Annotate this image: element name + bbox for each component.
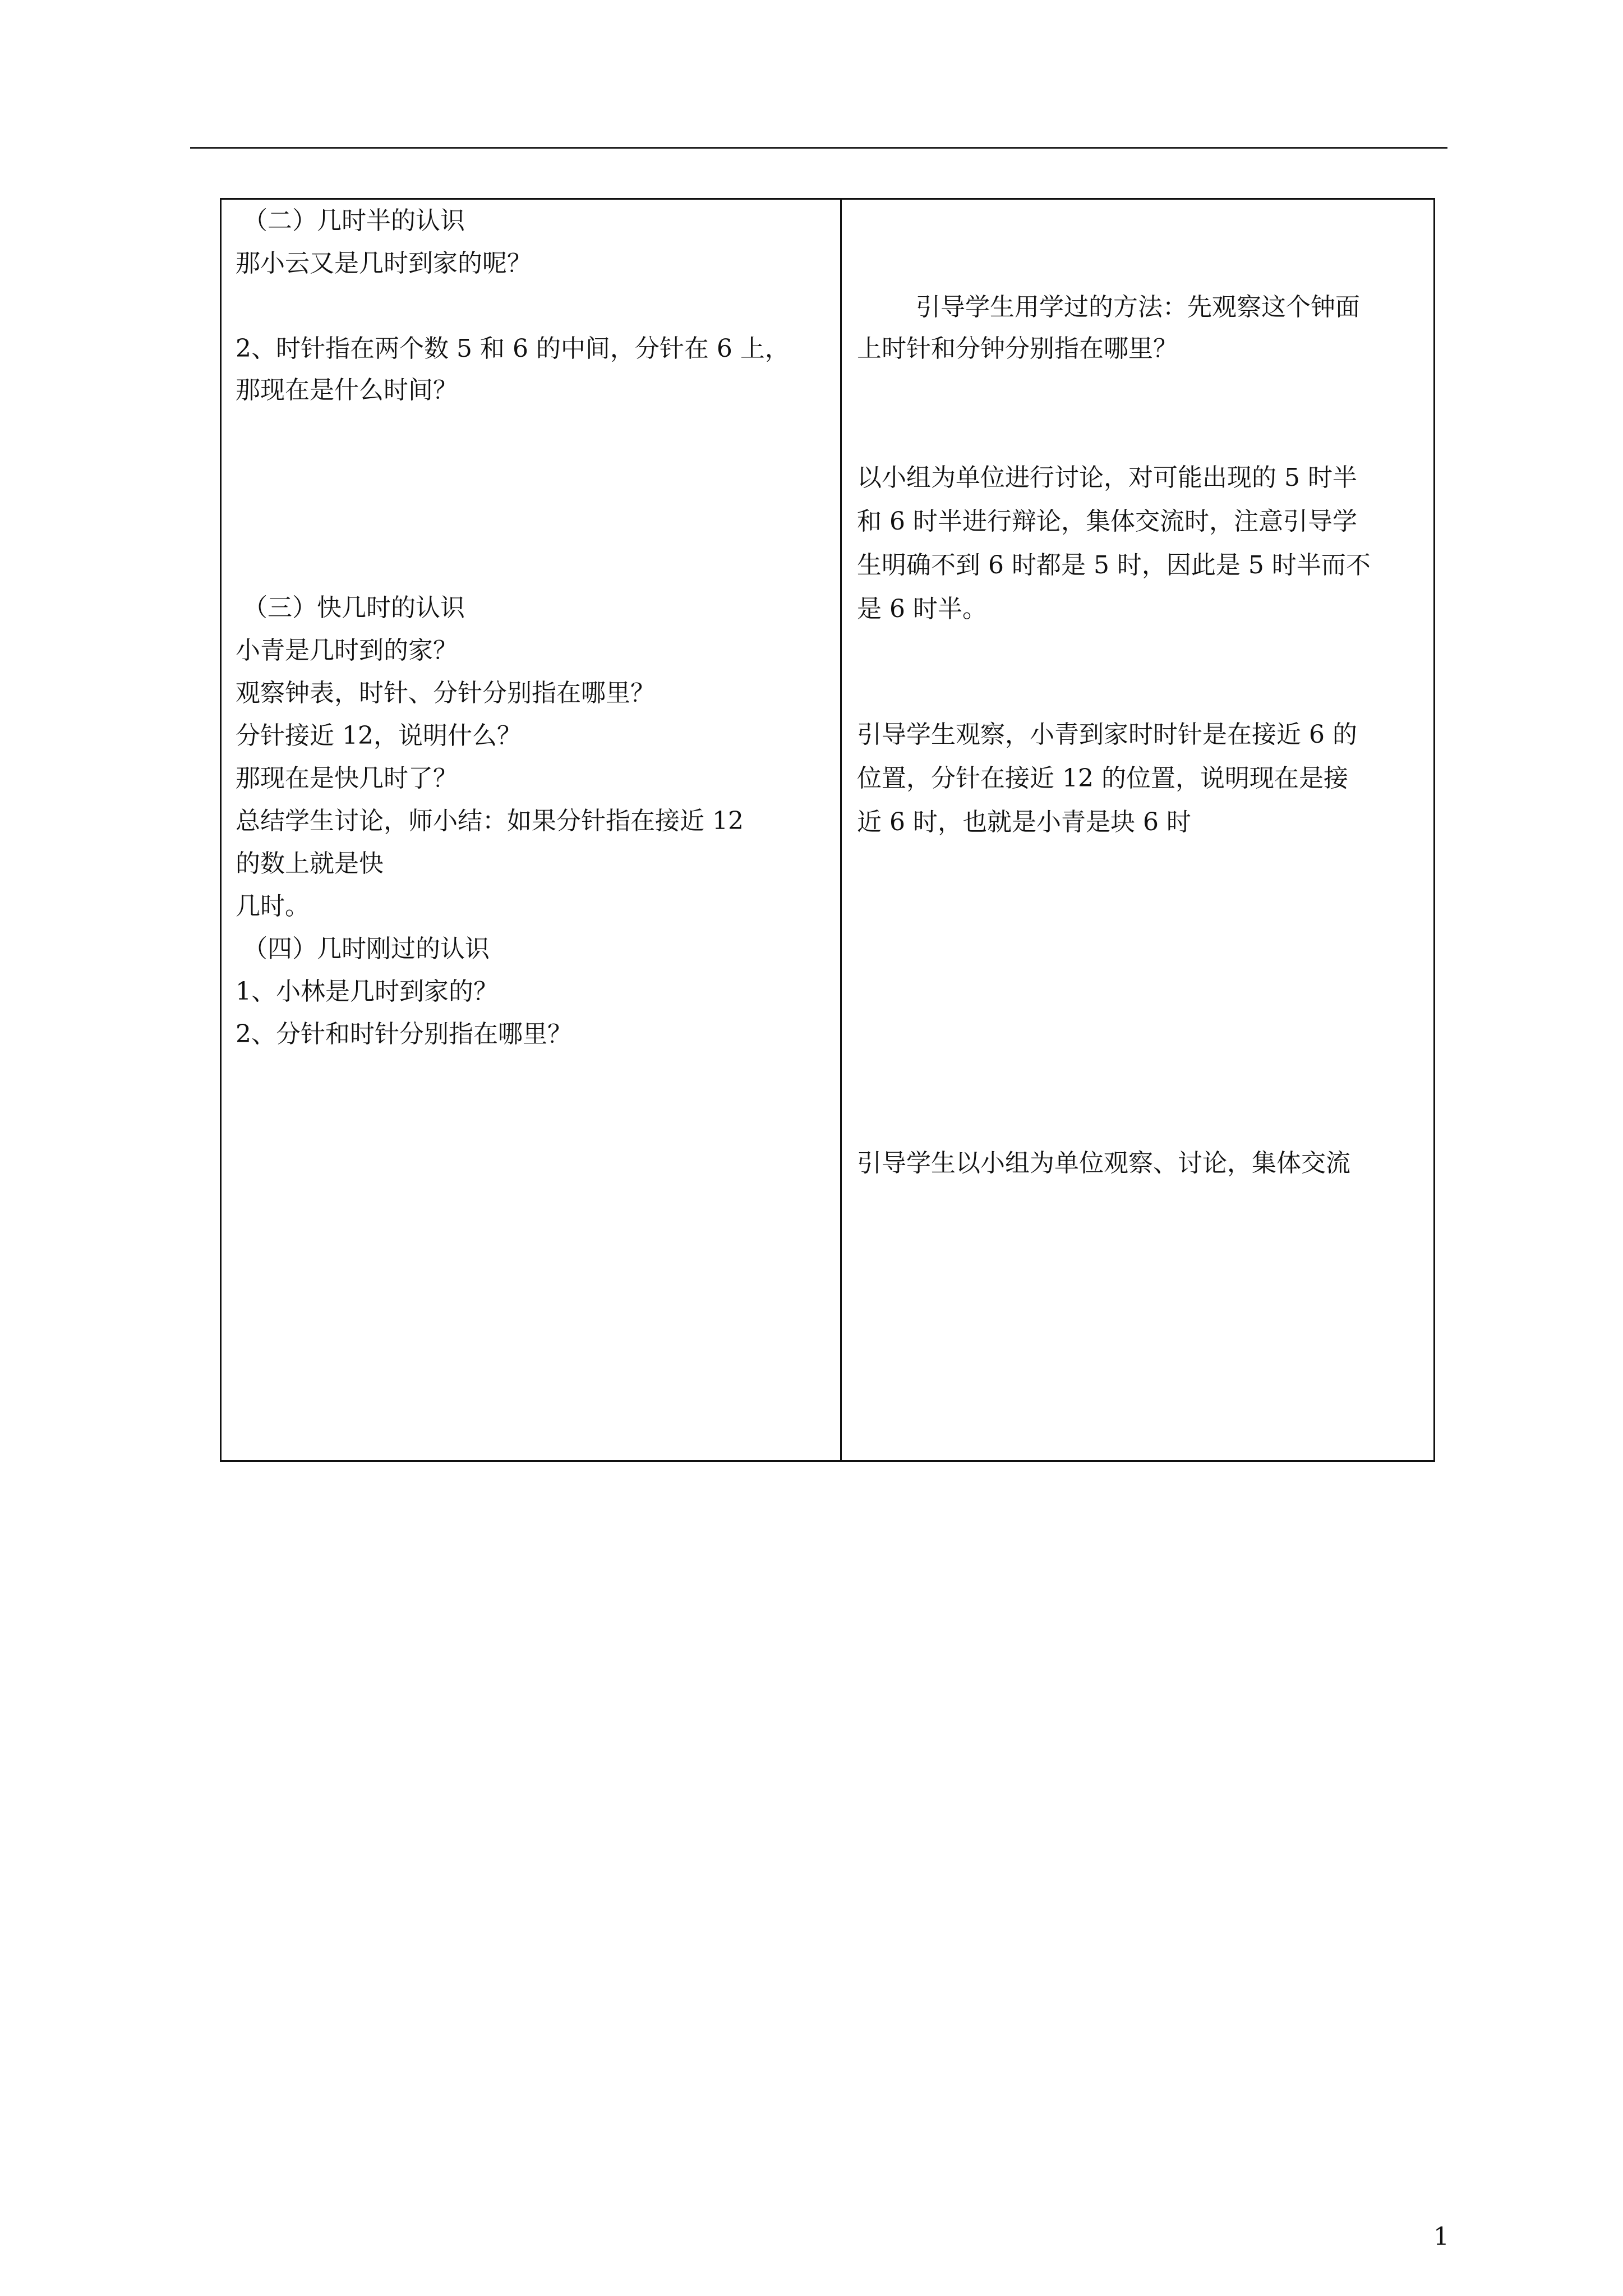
- section-2-heading: （二）几时半的认识: [243, 206, 465, 235]
- section-4-heading: （四）几时刚过的认识: [243, 935, 490, 963]
- group-observe-discuss-line: 引导学生以小组为单位观察、讨论，集体交流: [857, 1149, 1350, 1177]
- group-discussion-line-2: 和 6 时半进行辩论，集体交流时，注意引导学: [857, 507, 1357, 536]
- section-2-question-2-line-1: 2、时针指在两个数 5 和 6 的中间，分针在 6 上，: [236, 334, 790, 363]
- group-discussion-line-3: 生明确不到 6 时都是 5 时，因此是 5 时半而不: [857, 551, 1371, 579]
- column-divider: [840, 200, 842, 1460]
- group-discussion-line-4: 是 6 时半。: [857, 595, 987, 623]
- observe-guide-line-3: 近 6 时，也就是小青是块 6 时: [857, 808, 1191, 836]
- section-2-question-1: 那小云又是几时到家的呢？: [236, 249, 532, 278]
- guide-method-line-1: 引导学生用学过的方法：先观察这个钟面: [916, 293, 1360, 321]
- section-3-summary-line-2: 的数上就是快: [236, 849, 384, 878]
- section-3-summary-line-3: 几时。: [236, 892, 310, 921]
- section-3-question-1: 小青是几时到的家？: [236, 636, 458, 665]
- observe-guide-line-2: 位置，分针在接近 12 的位置，说明现在是接: [857, 764, 1348, 793]
- section-2-question-2-line-2: 那现在是什么时间？: [236, 376, 458, 404]
- page-number: 1: [1433, 2223, 1449, 2251]
- section-3-summary-line-1: 总结学生讨论，师小结：如果分针指在接近 12: [236, 807, 744, 835]
- observe-guide-line-1: 引导学生观察，小青到家时时针是在接近 6 的: [857, 720, 1357, 749]
- section-4-question-2: 2、分针和时针分别指在哪里？: [236, 1020, 572, 1048]
- section-3-question-2: 观察钟表，时针、分针分别指在哪里？: [236, 679, 655, 707]
- group-discussion-line-1: 以小组为单位进行讨论，对可能出现的 5 时半: [857, 463, 1357, 492]
- section-3-heading: （三）快几时的认识: [243, 593, 465, 622]
- section-3-question-4: 那现在是快几时了？: [236, 764, 458, 793]
- section-4-question-1: 1、小林是几时到家的？: [236, 977, 498, 1006]
- lesson-table: [220, 198, 1435, 1462]
- guide-method-line-2: 上时针和分钟分别指在哪里？: [857, 334, 1178, 363]
- header-rule: [190, 147, 1447, 149]
- section-3-question-3: 分针接近 12，说明什么？: [236, 721, 522, 750]
